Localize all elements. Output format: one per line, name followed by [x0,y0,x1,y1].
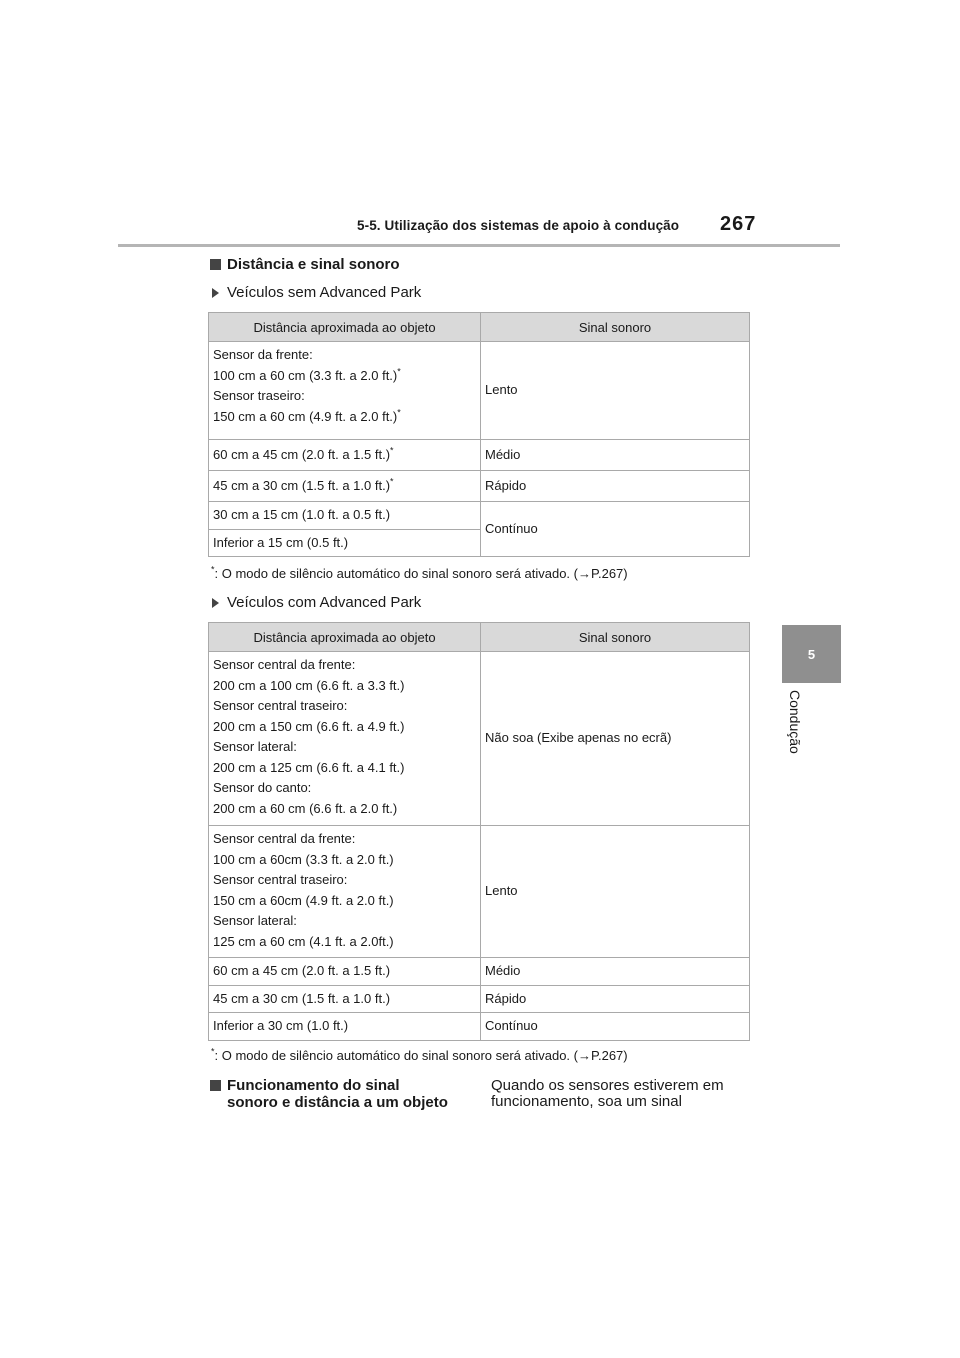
table2-subtitle [212,594,421,611]
square-bullet-icon [210,259,221,270]
distance-cell: 60 cm a 45 cm (2.0 ft. a 1.5 ft.) [209,958,481,986]
header-sound: Sinal sonoro [481,623,750,652]
table-no-advanced-park [208,312,750,557]
sound-cell: Lento [481,826,750,958]
chapter-tab: 5 [782,625,841,683]
square-bullet-icon [210,1080,221,1091]
distance-line: 150 cm a 60cm (4.9 ft. a 2.0 ft.) [213,892,394,908]
page-number: 267 [720,213,757,235]
distance-line: 200 cm a 150 cm (6.6 ft. a 4.9 ft.) [213,718,405,734]
sound-cell: Contínuo [481,1013,750,1041]
distance-line: 200 cm a 60 cm (6.6 ft. a 2.0 ft.) [213,800,398,816]
distance-cell [209,652,481,826]
table-row [209,1013,750,1041]
distance-cell: 30 cm a 15 cm (1.0 ft. a 0.5 ft.) [209,502,481,530]
distance-cell: Inferior a 15 cm (0.5 ft.) [209,529,481,557]
sound-cell: Lento [481,342,750,440]
sound-cell: Rápido [481,471,750,502]
body-line: funcionamento, soa um sinal [491,1093,682,1110]
asterisk: * [390,476,394,487]
triangle-bullet-icon [212,598,219,608]
footnote-text: : O modo de silêncio automático do sinal sonoro será ativado. (→P.267) [214,566,628,581]
distance-line: Sensor central traseiro: [213,698,348,713]
distance-line: Sensor da frente: [213,347,313,362]
table1-subtitle [212,284,421,301]
table-row [209,826,750,958]
table-row [209,440,750,471]
header-distance: Distância aproximada ao objeto [209,313,481,342]
asterisk: * [211,1046,215,1057]
table2-subtitle-text: Veículos com Advanced Park [227,594,422,611]
footnote [211,566,628,581]
distance-line: Sensor central da frente: [213,831,356,846]
distance-line: Sensor central da frente: [213,657,356,672]
distance-cell: 45 cm a 30 cm (1.5 ft. a 1.0 ft.)* [209,471,481,502]
sound-cell: Não soa (Exibe apenas no ecrã) [481,652,750,826]
sound-cell: Médio [481,958,750,986]
sound-cell: Médio [481,440,750,471]
table-header-row [209,313,750,342]
asterisk: * [397,407,401,418]
table-row [209,652,750,826]
distance-line: Sensor do canto: [213,780,312,795]
distance-line: Sensor central traseiro: [213,872,348,887]
chapter-label: Condução [787,690,803,754]
section-title [210,256,400,273]
sound-cell: Rápido [481,985,750,1013]
section-header: 5-5. Utilização dos sistemas de apoio à condução [357,218,680,233]
asterisk: * [211,564,215,575]
body-paragraph [491,1078,724,1110]
distance-cell: 60 cm a 45 cm (2.0 ft. a 1.5 ft.)* [209,440,481,471]
distance-line: 125 cm a 60 cm (4.1 ft. a 2.0ft.) [213,933,394,949]
table-row [209,985,750,1013]
subsection-title-text: Funcionamento do sinal sonoro e distância a um objeto [227,1077,448,1111]
distance-line: 200 cm a 125 cm (6.6 ft. a 4.1 ft.) [213,759,405,775]
distance-cell: 45 cm a 30 cm (1.5 ft. a 1.0 ft.) [209,985,481,1013]
footnote [211,1048,628,1063]
header-rule [118,244,840,247]
body-line: Quando os sensores estiverem em [491,1077,724,1094]
distance-line: Sensor lateral: [213,739,297,754]
distance-line: 200 cm a 100 cm (6.6 ft. a 3.3 ft.) [213,677,405,693]
asterisk: * [397,366,401,377]
distance-line: Sensor traseiro: [213,388,305,403]
table-row [209,958,750,986]
triangle-bullet-icon [212,288,219,298]
distance-cell [209,342,481,440]
distance-cell: Inferior a 30 cm (1.0 ft.) [209,1013,481,1041]
section-title-text: Distância e sinal sonoro [227,256,400,273]
distance-cell [209,826,481,958]
table-row [209,471,750,502]
table-row [209,342,750,440]
subsection-title [210,1077,448,1111]
distance-line: 100 cm a 60cm (3.3 ft. a 2.0 ft.) [213,851,394,867]
distance-line: Sensor lateral: [213,913,297,928]
sound-cell: Contínuo [481,502,750,557]
header-distance: Distância aproximada ao objeto [209,623,481,652]
table-row [209,502,750,530]
header-sound: Sinal sonoro [481,313,750,342]
table1-subtitle-text: Veículos sem Advanced Park [227,284,422,301]
footnote-text: : O modo de silêncio automático do sinal sonoro será ativado. (→P.267) [214,1048,628,1063]
distance-line: 100 cm a 60 cm (3.3 ft. a 2.0 ft.)* [213,366,401,383]
asterisk: * [390,445,394,456]
table-with-advanced-park [208,622,750,1041]
distance-line: 150 cm a 60 cm (4.9 ft. a 2.0 ft.)* [213,407,401,424]
table-header-row [209,623,750,652]
